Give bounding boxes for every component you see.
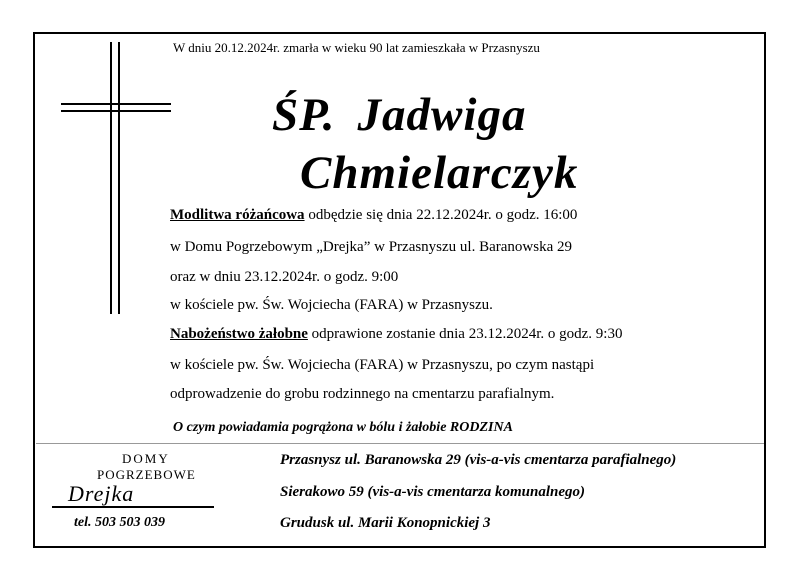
logo-line-1: DOMY bbox=[122, 451, 170, 466]
rosary-line-2: w Domu Pogrzebowym „Drejka” w Przasnyszu ul. Baranowska 29 bbox=[170, 239, 572, 255]
rosary-line-1 bbox=[170, 207, 577, 224]
cross-icon-line-2 bbox=[118, 42, 120, 314]
cross-icon-bar-2 bbox=[61, 110, 171, 112]
cross-icon-bar bbox=[61, 103, 171, 105]
rosary-line-1-text: odbędzie się dnia 22.12.2024r. o godz. 16:00 bbox=[304, 207, 578, 223]
divider bbox=[36, 443, 764, 444]
intro-text: W dniu 20.12.2024r. zmarła w wieku 90 lat zamieszkała w Przasnyszu bbox=[173, 40, 540, 55]
first-name: Jadwiga bbox=[357, 89, 527, 141]
service-line-1 bbox=[170, 326, 622, 343]
funeral-home-logo bbox=[40, 447, 230, 537]
service-line-2: w kościele pw. Św. Wojciecha (FARA) w Przasnyszu, po czym nastąpi bbox=[170, 357, 595, 373]
cross-icon bbox=[110, 42, 112, 314]
logo-underline bbox=[52, 506, 214, 508]
service-label: Nabożeństwo żałobne bbox=[170, 326, 308, 342]
logo-name: Drejka bbox=[68, 481, 135, 506]
address-sierakowo: Sierakowo 59 (vis-a-vis cmentarza komunalnego) bbox=[280, 484, 586, 500]
deceased-last-name: Chmielarczyk bbox=[300, 147, 579, 199]
name-prefix: ŚP. bbox=[272, 89, 336, 141]
logo-line-2: POGRZEBOWE bbox=[97, 467, 196, 482]
deceased-first-name bbox=[272, 88, 526, 142]
rosary-line-3: oraz w dniu 23.12.2024r. o godz. 9:00 bbox=[170, 269, 399, 285]
service-line-1-text: odprawione zostanie dnia 23.12.2024r. o godz. 9:30 bbox=[307, 326, 623, 342]
service-line-3: odprowadzenie do grobu rodzinnego na cmentarzu parafialnym. bbox=[170, 386, 555, 402]
address-przasnysz: Przasnysz ul. Baranowska 29 (vis-a-vis cmentarza parafialnego) bbox=[280, 452, 677, 468]
closing-text: O czym powiadamia pogrążona w bólu i żałobie RODZINA bbox=[173, 420, 513, 435]
phone-number: tel. 503 503 039 bbox=[74, 515, 165, 530]
rosary-line-4: w kościele pw. Św. Wojciecha (FARA) w Przasnyszu. bbox=[170, 297, 493, 313]
rosary-label: Modlitwa różańcowa bbox=[170, 207, 305, 223]
address-grudusk: Grudusk ul. Marii Konopnickiej 3 bbox=[280, 515, 491, 531]
